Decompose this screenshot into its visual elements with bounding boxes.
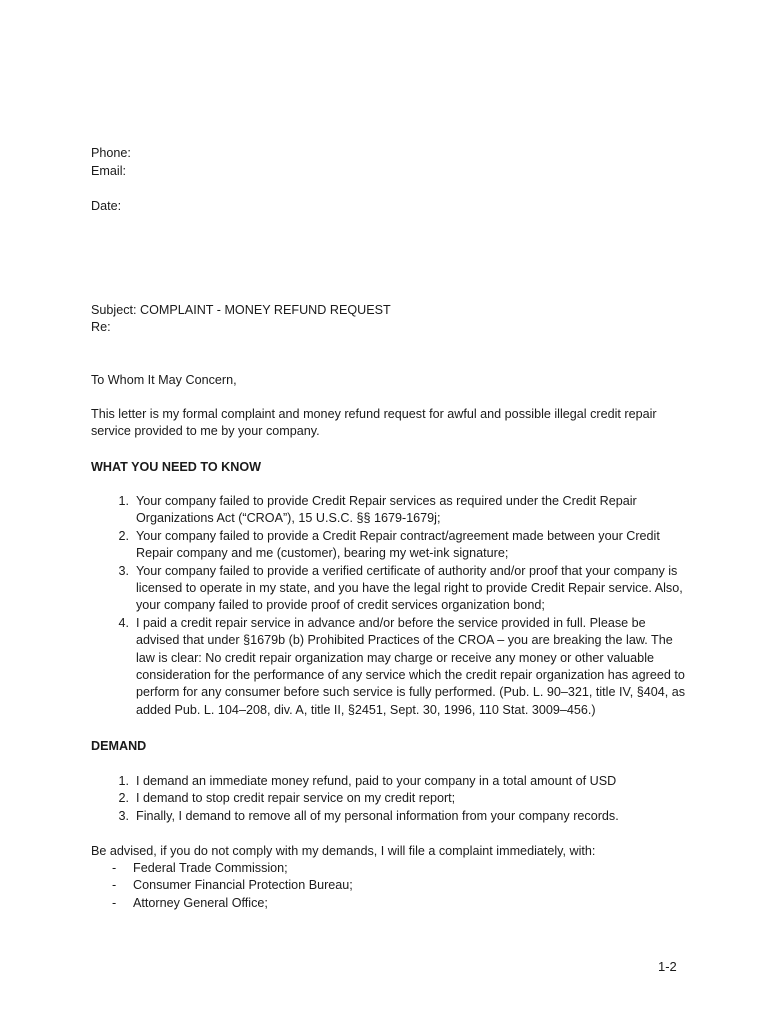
dash-marker: - — [112, 895, 117, 910]
list-text: Your company failed to provide a Credit Repair contract/agreement made between your Credit Repair company and me (customer), bearing my wet-ink signature; — [136, 528, 660, 561]
email-label: Email: — [91, 164, 126, 178]
agency-name: Federal Trade Commission; — [133, 861, 288, 875]
intro-paragraph: This letter is my formal complaint and money refund request for awful and possible illegal credit repair service provided to me by your company. — [91, 407, 657, 439]
list-item — [91, 528, 691, 563]
demand-heading: DEMAND — [91, 739, 147, 753]
list-text: Finally, I demand to remove all of my personal information from your company records. — [136, 808, 619, 823]
page-number: 1-2 — [658, 959, 677, 974]
list-number: 1. — [118, 494, 129, 508]
list-text: Your company failed to provide a verified certificate of authority and/or proof that your company is licensed to operate in my state, and you have the legal right to provide Credit Repair service. Also, your company failed to provide proof of credit services organization bond; — [136, 563, 683, 613]
agency-list — [91, 860, 353, 912]
list-number: 2. — [118, 791, 129, 806]
phone-label: Phone: — [91, 146, 131, 160]
list-item — [91, 808, 691, 825]
demand-list — [91, 773, 691, 825]
list-item — [91, 493, 691, 528]
agency-name: Consumer Financial Protection Bureau; — [133, 878, 353, 893]
list-item — [91, 615, 691, 719]
list-number: 2. — [118, 528, 129, 543]
list-item — [91, 563, 691, 615]
list-item — [91, 877, 353, 894]
list-item — [91, 860, 353, 877]
dash-marker: - — [112, 861, 117, 875]
salutation: To Whom It May Concern, — [91, 373, 237, 387]
know-list — [91, 493, 691, 719]
date-label: Date: — [91, 199, 122, 213]
list-item — [91, 895, 353, 912]
subject-line: Subject: COMPLAINT - MONEY REFUND REQUEST — [91, 303, 391, 317]
list-text: I demand to stop credit repair service on my credit report; — [136, 791, 456, 806]
advisory-text: Be advised, if you do not comply with my demands, I will file a complaint immediately, with: — [91, 844, 596, 858]
list-text: Your company failed to provide Credit Repair services as required under the Credit Repair Organizations Act (“CROA”), 15 U.S.C. §§ 1679-1679j; — [136, 494, 637, 526]
dash-marker: - — [112, 878, 117, 893]
list-number: 4. — [118, 615, 129, 630]
list-item — [91, 790, 691, 807]
know-heading: WHAT YOU NEED TO KNOW — [91, 460, 262, 474]
re-label: Re: — [91, 320, 111, 334]
list-text: I demand an immediate money refund, paid to your company in a total amount of USD — [136, 774, 617, 788]
list-item — [91, 773, 691, 790]
agency-name: Attorney General Office; — [133, 895, 268, 910]
list-text: I paid a credit repair service in advance and/or before the service provided in full. Please be advised that under §1679b (b) Prohibited Practices of the CROA – you are breaking the law. The law is clear: No credit repair organization may charge or receive any money or other valuable consideration for the performance of any service which the credit repair organization has agreed to perform for any consumer before such service is fully performed. (Pub. L. 90–321, title IV, §404, as added Pub. L. 104–208, div. A, title II, §2451, Sept. 30, 1996, 110 Stat. 3009–456.) — [136, 615, 686, 717]
list-number: 3. — [118, 808, 129, 823]
list-number: 3. — [118, 563, 129, 578]
list-number: 1. — [118, 774, 129, 788]
